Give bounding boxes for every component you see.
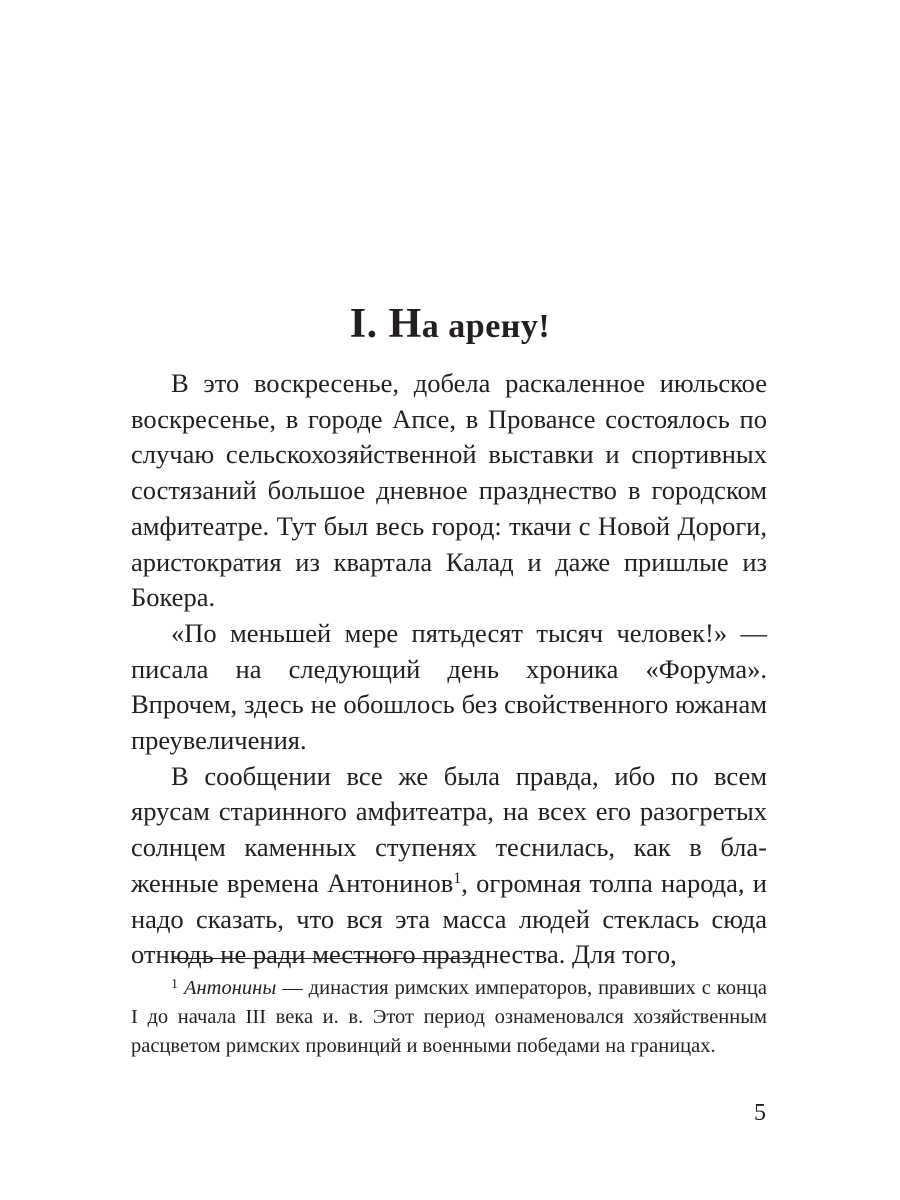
footnote	[131, 974, 767, 1061]
paragraph-3	[131, 759, 767, 973]
footnote-divider	[173, 958, 481, 959]
footnote-reference: 1	[453, 869, 462, 887]
footnote-text: — династия римских императоров, правивших с конца I до начала III века и. в. Этот период ознаменовался хозяйственным расцветом римских провинций и военными победами на границах.	[131, 977, 767, 1057]
chapter-title-rest: а арену!	[421, 308, 551, 345]
chapter-title	[0, 300, 900, 351]
paragraph-1: В это воскресенье, добела раскаленное июльское воскресенье, в городе Апсе, в Провансе состоялось по случаю сельскохозяйственной выставки и спортивных состязаний большое дневное празднество в городском амфитеатре. Тут был весь город: ткачи с Новой Дороги, аристократия из квартала Калад и даже пришлые из Бокера.	[131, 368, 767, 613]
footnote-number: 1	[171, 977, 178, 992]
paragraph-3-text-before-note: В сообщении все же была правда, ибо по всем ярусам старинного амфитеатра, на всех его разогретых солнцем каменных ступенях теснилась, как в блаженные времена Антонинов	[131, 760, 767, 898]
page-number: 5	[754, 1100, 766, 1126]
chapter-title-initial: Н	[388, 301, 422, 347]
chapter-body	[131, 366, 767, 973]
paragraph-3-text-after-note: , огромная толпа народа, и надо сказать, что вся эта масса людей стеклась сюда отнюдь не ради местного празднества. Для того,	[131, 867, 767, 970]
paragraph-2: «По меньшей мере пятьдесят тысяч человек!» — писала на следующий день хроника «Форума». Впрочем, здесь не обошлось без свойственного южанам преувеличения.	[131, 617, 767, 756]
chapter-number: I.	[349, 301, 378, 347]
footnote-term: Антонины	[183, 977, 277, 999]
